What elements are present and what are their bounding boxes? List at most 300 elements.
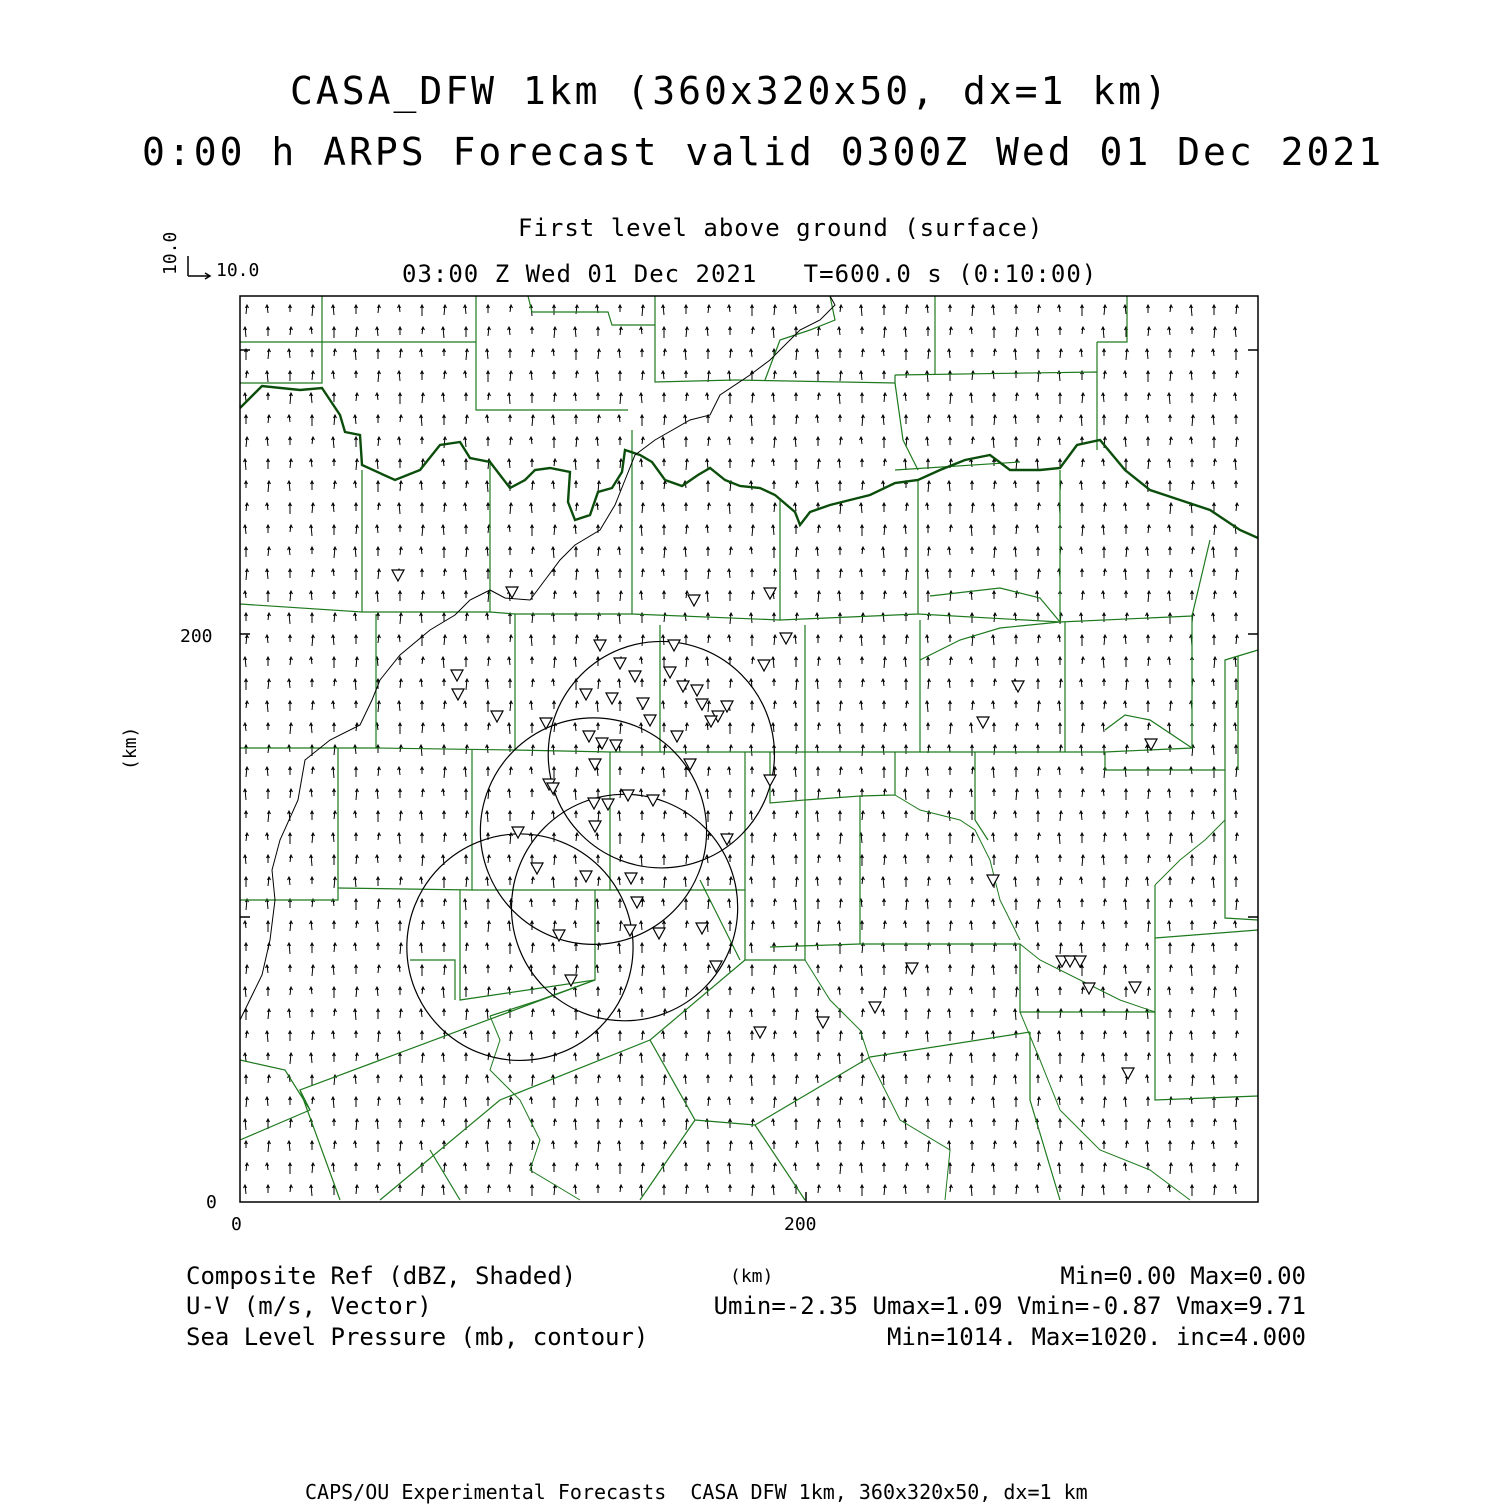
wind-vector <box>927 855 930 863</box>
wind-vector <box>818 1119 821 1129</box>
wind-vector <box>686 459 689 470</box>
wind-vector <box>618 943 621 954</box>
wind-vector <box>1234 459 1237 470</box>
wind-vector <box>598 811 601 822</box>
wind-vector <box>333 657 336 668</box>
wind-vector <box>1214 855 1217 865</box>
wind-vector <box>266 833 269 840</box>
wind-vector <box>1126 1009 1129 1020</box>
station-marker <box>602 799 614 810</box>
wind-vector <box>992 833 995 842</box>
wind-vector <box>289 305 292 312</box>
wind-vector <box>1191 393 1194 403</box>
wind-vector <box>1234 921 1237 928</box>
wind-vector <box>1235 1075 1238 1084</box>
wind-vector <box>1059 921 1062 931</box>
wind-vector <box>421 1031 424 1040</box>
station-marker <box>637 698 649 709</box>
wind-vector <box>664 679 667 686</box>
wind-vector <box>796 679 799 690</box>
wind-vector <box>1038 833 1041 840</box>
wind-vector <box>685 503 688 511</box>
wind-vector <box>1214 393 1217 402</box>
wind-vector <box>1080 679 1083 687</box>
station-marker <box>705 716 717 727</box>
wind-vector <box>772 525 775 535</box>
wind-vector <box>1212 547 1215 558</box>
title-line-2: 0:00 h ARPS Forecast valid 0300Z Wed 01 Dec 2021 <box>142 130 1385 174</box>
wind-vector <box>268 679 271 689</box>
wind-vector <box>443 547 446 558</box>
wind-vector <box>795 1053 798 1061</box>
wind-vector <box>267 327 270 336</box>
wind-vector <box>750 877 753 884</box>
wind-vector <box>948 1075 951 1082</box>
wind-vector <box>1192 1075 1195 1086</box>
wind-vector <box>464 1097 467 1107</box>
wind-vector <box>883 833 886 842</box>
wind-vector <box>1016 393 1019 401</box>
wind-vector <box>838 591 841 601</box>
wind-vector <box>310 525 313 536</box>
wind-vector <box>486 679 489 689</box>
wind-vector <box>244 459 247 470</box>
wind-vector <box>443 1009 446 1016</box>
wind-vector <box>246 899 249 910</box>
wind-vector <box>597 459 600 469</box>
wind-vector <box>773 415 776 425</box>
wind-vector <box>816 679 819 689</box>
wind-vector <box>772 987 775 998</box>
wind-vector <box>576 701 579 708</box>
wind-vector <box>444 833 447 842</box>
wind-vector <box>684 1075 687 1084</box>
wind-vector <box>839 745 842 752</box>
wind-vector <box>641 481 644 490</box>
wind-vector <box>1169 1075 1172 1082</box>
wind-vector <box>289 437 292 445</box>
wind-vector <box>817 701 820 712</box>
wind-vector <box>1126 679 1129 690</box>
wind-vector <box>948 349 951 358</box>
wind-vector <box>532 1009 535 1017</box>
wind-vector <box>1148 855 1151 863</box>
wind-vector <box>641 679 644 687</box>
wind-vector <box>948 943 951 954</box>
wind-vector <box>950 1119 953 1128</box>
wind-vector <box>442 1053 445 1062</box>
wind-vector <box>422 1119 425 1127</box>
wind-vector <box>1060 679 1063 688</box>
wind-vector <box>509 1075 512 1082</box>
wind-vector <box>488 921 491 932</box>
wind-vector <box>398 1097 401 1105</box>
wind-vector <box>488 723 491 730</box>
wind-vector <box>1148 921 1151 932</box>
wind-vector <box>772 855 775 865</box>
wind-vector <box>310 723 313 733</box>
station-marker <box>540 718 552 729</box>
station-marker <box>677 681 689 692</box>
wind-vector <box>729 1185 732 1192</box>
wind-vector <box>926 965 929 973</box>
wind-vector <box>640 1119 643 1127</box>
wind-vector <box>642 305 645 316</box>
station-marker <box>580 871 592 882</box>
station-marker <box>977 717 989 728</box>
wind-vector <box>1103 1075 1106 1085</box>
wind-vector <box>794 1031 797 1038</box>
wind-vector <box>685 437 688 447</box>
wind-vector <box>399 789 402 798</box>
wind-vector <box>421 899 424 907</box>
wind-vector <box>1102 393 1105 402</box>
wind-vector <box>1170 701 1173 711</box>
wind-vector <box>948 811 951 821</box>
wind-vector <box>949 899 952 908</box>
wind-vector <box>860 305 863 316</box>
wind-vector <box>950 393 953 404</box>
wind-vector <box>1124 371 1127 378</box>
wind-vector <box>290 459 293 468</box>
wind-vector <box>882 745 885 755</box>
wind-vector <box>510 305 513 312</box>
wind-vector <box>576 833 579 841</box>
wind-vector <box>245 811 248 818</box>
wind-vector <box>619 1031 622 1041</box>
wind-vector <box>1235 1009 1238 1020</box>
wind-vector <box>486 877 489 886</box>
wind-vector <box>1214 1053 1217 1062</box>
wind-vector <box>598 547 601 556</box>
wind-vector <box>950 789 953 798</box>
wind-vector <box>1170 371 1173 381</box>
wind-vector <box>1103 415 1106 425</box>
wind-vector <box>244 855 247 864</box>
wind-vector <box>246 1163 249 1171</box>
wind-vector <box>729 525 732 532</box>
wind-vector <box>1014 1009 1017 1020</box>
wind-vector <box>1234 393 1237 401</box>
wind-vector <box>1147 635 1150 643</box>
wind-vector <box>289 965 292 972</box>
wind-vector <box>774 503 777 512</box>
wind-vector <box>1104 899 1107 906</box>
wind-vector <box>1124 569 1127 580</box>
wind-vector <box>992 635 995 645</box>
wind-vector <box>487 371 490 382</box>
wind-vector <box>1192 943 1195 953</box>
wind-vector <box>662 1031 665 1039</box>
station-markers <box>392 570 1157 1079</box>
wind-vector <box>1192 877 1195 884</box>
wind-vector <box>1104 569 1107 576</box>
wind-vector <box>1234 657 1237 667</box>
wind-vector <box>444 899 447 906</box>
wind-vector <box>465 657 468 667</box>
wind-vector <box>268 1009 271 1019</box>
wind-vector <box>1016 1185 1019 1194</box>
wind-vector <box>311 415 314 426</box>
wind-vector <box>839 679 842 688</box>
wind-vector <box>465 1185 468 1194</box>
wind-vector <box>883 503 886 512</box>
wind-vector <box>1192 811 1195 820</box>
wind-vector <box>421 833 424 843</box>
wind-vector <box>244 393 247 401</box>
wind-vector <box>1103 1141 1106 1149</box>
wind-vector <box>1236 1163 1239 1171</box>
wind-vector <box>312 437 315 444</box>
wind-vector <box>1169 943 1172 954</box>
wind-vector <box>772 393 775 402</box>
wind-vector <box>552 745 555 755</box>
wind-vector <box>1148 987 1151 996</box>
wind-vector <box>312 965 315 976</box>
wind-vector <box>596 1097 599 1106</box>
legend-row-3-label: Sea Level Pressure (mb, contour) <box>186 1323 649 1351</box>
wind-vector <box>1236 1097 1239 1107</box>
wind-vector <box>574 921 577 928</box>
wind-vector <box>818 789 821 799</box>
wind-vector <box>950 1185 953 1192</box>
wind-vector <box>244 789 247 800</box>
time-label: 03:00 Z Wed 01 Dec 2021 T=600.0 s (0:10:00) <box>402 260 1098 288</box>
wind-vector <box>532 415 535 426</box>
station-marker <box>1122 1068 1134 1079</box>
wind-vector <box>244 987 247 997</box>
wind-vector <box>860 1163 863 1173</box>
wind-vector <box>1016 789 1019 800</box>
wind-vector <box>796 415 799 424</box>
wind-vector <box>1080 1141 1083 1150</box>
wind-vector <box>1082 327 1085 334</box>
wind-vector <box>442 657 445 668</box>
wind-vector <box>290 921 293 931</box>
wind-vector <box>949 437 952 445</box>
wind-vector <box>333 525 336 535</box>
wind-vector <box>332 305 335 315</box>
wind-vector-field <box>244 305 1239 1196</box>
wind-vector <box>378 899 381 909</box>
wind-vector <box>508 789 511 798</box>
wind-vector <box>1234 591 1237 598</box>
wind-vector <box>1124 503 1127 511</box>
wind-vector <box>685 701 688 708</box>
wind-vector <box>663 657 666 668</box>
wind-vector <box>1148 1185 1151 1193</box>
wind-vector <box>245 1075 248 1084</box>
wind-vector <box>640 1185 643 1196</box>
wind-vector <box>926 833 929 840</box>
wind-vector <box>750 481 753 490</box>
wind-vector <box>862 481 865 490</box>
wind-vector <box>398 701 401 711</box>
wind-vector <box>838 987 841 995</box>
wind-vector <box>311 1009 314 1017</box>
station-marker <box>664 667 676 678</box>
wind-vector <box>576 1163 579 1171</box>
wind-vector <box>1126 349 1129 360</box>
station-marker <box>580 689 592 700</box>
wind-vector <box>948 1009 951 1018</box>
wind-vector <box>531 525 534 536</box>
wind-vector <box>266 701 269 712</box>
wind-vector <box>794 437 797 447</box>
wind-vector <box>838 393 841 404</box>
wind-vector <box>752 525 755 536</box>
wind-vector <box>422 327 425 334</box>
wind-vector <box>1190 899 1193 907</box>
wind-vector <box>685 371 688 378</box>
wind-vector <box>662 503 665 512</box>
station-marker <box>758 660 770 671</box>
wind-vector <box>752 591 755 600</box>
wind-vector <box>310 1185 313 1196</box>
wind-vector <box>354 547 357 557</box>
wind-vector <box>774 701 777 709</box>
wind-vector <box>378 305 381 313</box>
wind-vector <box>1214 1185 1217 1195</box>
wind-vector <box>972 371 975 380</box>
wind-vector <box>706 525 709 533</box>
wind-vector <box>884 987 887 998</box>
wind-vector <box>464 569 467 580</box>
wind-vector <box>553 833 556 842</box>
wind-vector <box>970 1119 973 1127</box>
wind-vector <box>817 305 820 313</box>
wind-vector <box>530 701 533 710</box>
wind-vector <box>904 525 907 534</box>
wind-vector <box>1060 1075 1063 1082</box>
wind-vector <box>288 547 291 555</box>
wind-vector <box>751 503 754 513</box>
wind-vector <box>334 1009 337 1016</box>
wind-vector <box>443 481 446 489</box>
wind-vector <box>794 635 797 644</box>
wind-vector <box>862 1141 865 1150</box>
wind-vector <box>312 569 315 577</box>
wind-vector <box>1124 1163 1127 1171</box>
wind-vector <box>376 591 379 602</box>
wind-vector <box>1192 1009 1195 1017</box>
wind-vector <box>818 855 821 863</box>
wind-vector <box>465 525 468 534</box>
wind-vector <box>596 569 599 579</box>
wind-vector <box>443 811 446 819</box>
wind-vector <box>266 437 269 446</box>
wind-vector <box>532 679 535 687</box>
wind-vector <box>752 1185 755 1196</box>
wind-vector <box>466 349 469 360</box>
wind-vector <box>708 437 711 446</box>
wind-vector <box>640 921 643 930</box>
wind-vector <box>971 811 974 820</box>
wind-vector <box>926 1097 929 1106</box>
wind-vector <box>1059 1119 1062 1128</box>
wind-vector <box>1016 855 1019 864</box>
wind-vector <box>334 547 337 558</box>
wind-vector <box>816 1075 819 1083</box>
wind-vector <box>376 1119 379 1129</box>
wind-vector <box>1234 327 1237 337</box>
wind-vector <box>488 393 491 400</box>
station-marker <box>1012 681 1024 692</box>
wind-vector <box>664 877 667 888</box>
wind-vector <box>553 899 556 906</box>
wind-vector <box>576 965 579 974</box>
wind-vector <box>1190 833 1193 843</box>
wind-vector <box>883 1163 886 1172</box>
wind-vector <box>420 877 423 884</box>
wind-vector <box>642 635 645 646</box>
wind-vector <box>883 569 886 576</box>
wind-vector <box>619 305 622 312</box>
wind-vector <box>1148 591 1151 602</box>
wind-vector <box>1170 1163 1173 1174</box>
y-axis-unit: (km) <box>120 726 141 770</box>
wind-vector <box>288 613 291 624</box>
wind-vector <box>927 1185 930 1193</box>
wind-vector <box>706 723 709 730</box>
wind-vector <box>796 1009 799 1020</box>
station-marker <box>512 827 524 838</box>
wind-vector <box>1235 1141 1238 1148</box>
wind-vector <box>1168 393 1171 404</box>
wind-vector <box>1082 723 1085 733</box>
wind-vector <box>904 393 907 401</box>
wind-vector <box>510 701 513 711</box>
wind-vector <box>685 569 688 580</box>
wind-vector <box>1170 1097 1173 1105</box>
wind-vector <box>641 349 644 357</box>
wind-vector <box>443 877 446 888</box>
wind-vector <box>244 327 247 337</box>
wind-vector <box>1080 1009 1083 1017</box>
wind-vector <box>290 327 293 335</box>
wind-vector <box>531 1185 534 1196</box>
wind-vector <box>928 877 931 886</box>
wind-vector <box>884 393 887 402</box>
wind-vector <box>1191 921 1194 930</box>
wind-vector <box>464 899 467 910</box>
wind-vector <box>708 965 711 973</box>
wind-vector <box>796 811 799 818</box>
wind-vector <box>839 1141 842 1151</box>
wind-vector <box>794 305 797 314</box>
wind-vector <box>1191 591 1194 600</box>
wind-vector <box>686 1119 689 1130</box>
wind-vector <box>708 635 711 643</box>
wind-vector <box>774 437 777 448</box>
station-marker <box>696 923 708 934</box>
wind-vector <box>772 789 775 796</box>
wind-vector <box>465 789 468 800</box>
wind-vector <box>970 525 973 536</box>
wind-vector <box>532 481 535 490</box>
wind-vector <box>575 943 578 951</box>
wind-vector <box>1081 965 1084 976</box>
wind-vector <box>772 327 775 338</box>
wind-vector <box>378 569 381 579</box>
wind-vector <box>1080 811 1083 820</box>
wind-vector <box>356 591 359 598</box>
wind-vector <box>972 767 975 774</box>
wind-vector <box>488 987 491 996</box>
wind-vector <box>1060 811 1063 821</box>
wind-vector <box>928 1075 931 1083</box>
wind-vector <box>466 1075 469 1084</box>
